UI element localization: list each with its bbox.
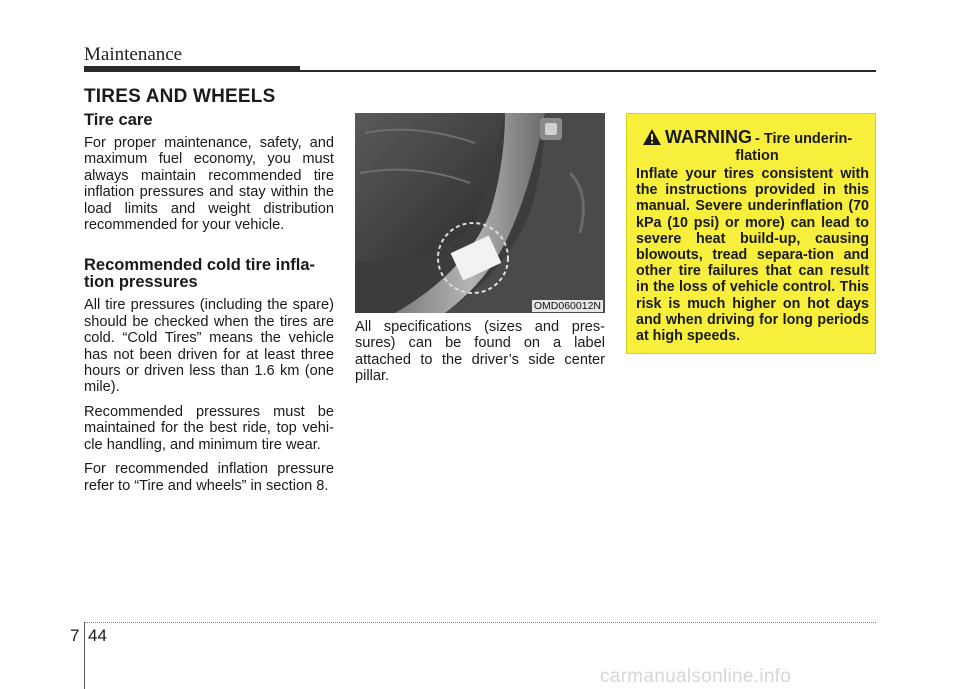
door-pillar-photo — [355, 113, 605, 313]
cold-tire-para-3: For recommended inflation pressure refer to “Tire and wheels” in section 8. — [84, 461, 334, 494]
warning-topic-line1: - Tire underin- — [755, 131, 853, 147]
cold-tire-para-2: Recommended pressures must be maintained for the best ride, top vehi-cle handling, and minimum tire wear. — [84, 403, 334, 453]
cold-tire-heading-line1: Recommended cold tire infla- — [84, 256, 316, 275]
cold-tire-para-1: All tire pressures (including the spare) should be checked when the tires are cold. “Cold Tires” means the vehicle has not been driven for at least three hours or driven less than 1.6 km (one mile). — [84, 297, 334, 396]
warning-body: Inflate your tires consistent with the instructions provided in this manual. Severe underinflation (70 kPa (10 psi) or more) can lead to severe heat build-up, causing blowouts, tread separa-tion and other tire failures that can result in the loss of vehicle control. This risk is much higher on hot days and when driving for long periods at high speeds. — [636, 166, 869, 345]
warning-topic-line2: flation — [735, 148, 779, 164]
warning-label: WARNING — [665, 127, 752, 147]
door-pillar-illustration — [355, 113, 605, 313]
header-rule-thin — [300, 70, 876, 72]
left-column — [84, 112, 334, 502]
footer-rule — [84, 622, 876, 623]
warning-box — [626, 113, 876, 354]
cold-tire-heading-line2: tion pressures — [84, 273, 198, 292]
running-header: Maintenance — [84, 44, 183, 65]
warning-triangle-icon — [643, 129, 661, 145]
tire-care-heading: Tire care — [84, 111, 153, 129]
middle-column — [355, 319, 605, 393]
footer-divider — [84, 622, 85, 689]
watermark: carmanualsonline.info — [600, 666, 792, 687]
tire-care-body: For proper maintenance, safety, and maximum fuel economy, you must always maintain recommended tire inflation pressures and stay within the load limits and weight distribution recommended for your vehicle. — [84, 135, 334, 234]
header-rule-thick — [84, 66, 300, 72]
chapter-number: 7 — [70, 626, 80, 645]
figure-description: All specifications (sizes and pres-sures) can be found on a label attached to the driver’s side center pillar. — [355, 319, 605, 385]
cold-tire-heading — [84, 257, 334, 291]
section-title: TIRES AND WHEELS — [84, 86, 276, 107]
figure-caption: OMD060012N — [533, 300, 601, 312]
page-number: 44 — [88, 626, 107, 645]
